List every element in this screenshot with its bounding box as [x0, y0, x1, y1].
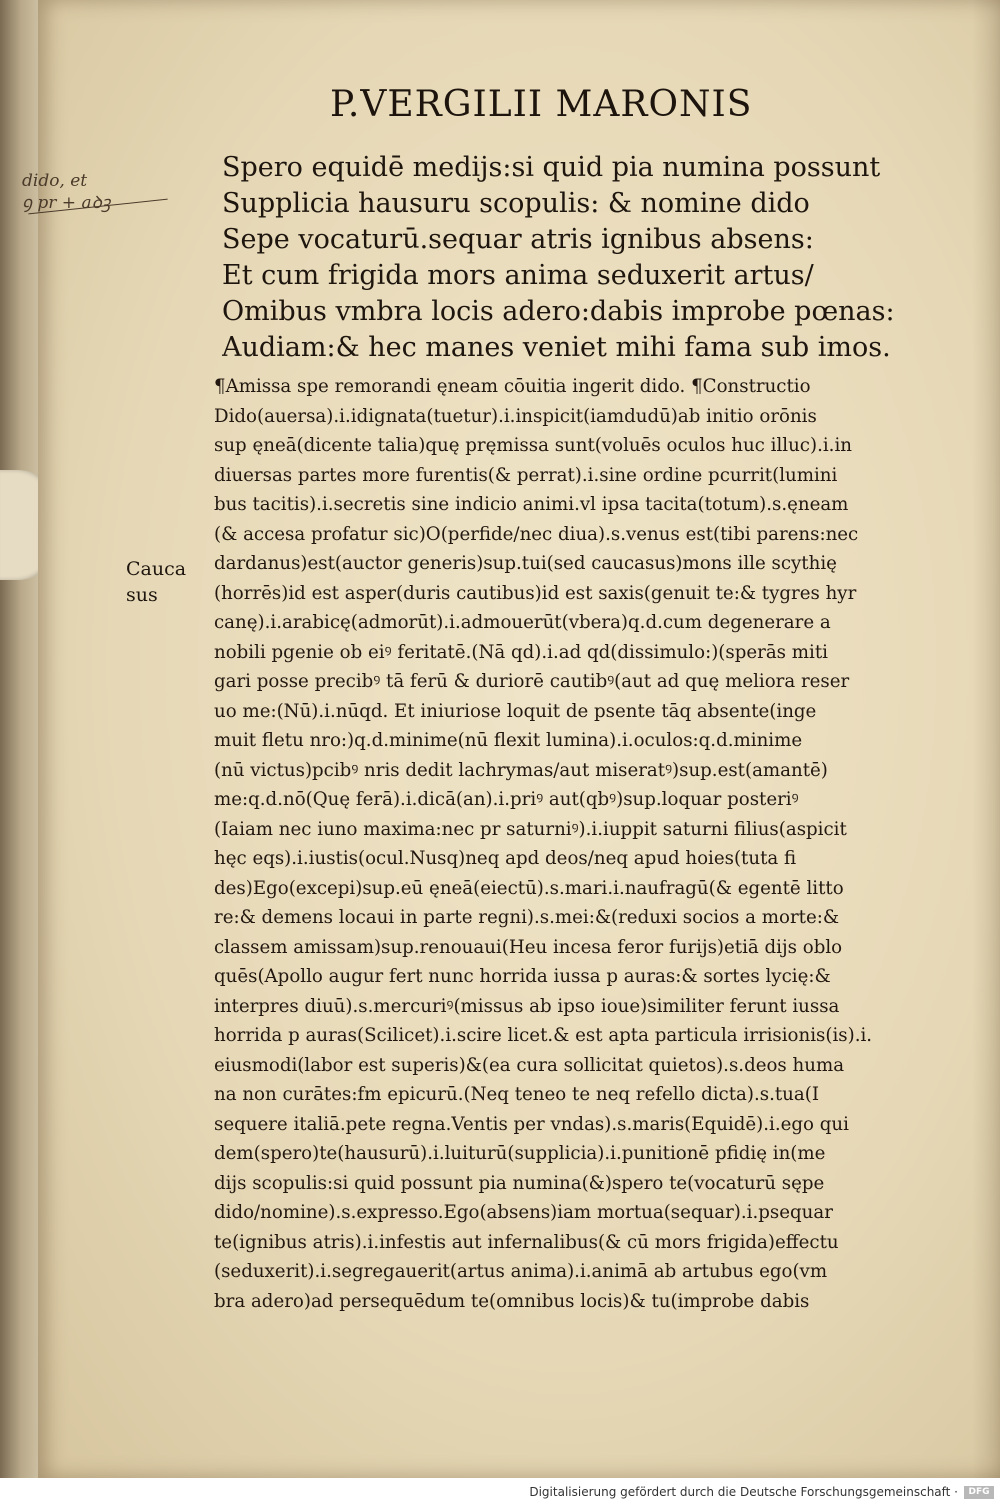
funding-credit: Digitalisierung gefördert durch die Deutsche Forschungsgemeinschaft ·	[529, 1485, 958, 1499]
verse-line: Et cum frigida mors anima seduxerit artus/	[222, 260, 814, 291]
commentary-line: re:& demens locaui in parte regni).s.mei:&(reduxi socios a morte:&	[214, 907, 840, 928]
commentary-line: des)Ego(excepi)sup.eū ęneā(eiectū).s.mari.i.naufragū(& egentē litto	[214, 877, 844, 899]
commentary-block	[214, 372, 950, 1316]
commentary-line: bra adero)ad persequēdum te(omnibus locis)& tu(improbe dabis	[214, 1290, 810, 1312]
commentary-line: diuersas partes more furentis(& perrat).i.sine ordine pcurrit(lumini	[214, 464, 838, 486]
marginal-line: sus	[126, 584, 158, 606]
commentary-line: (Iaiam nec iuno maxima:nec pr saturniꝰ).i.iuppit saturni filius(aspicit	[214, 818, 847, 840]
commentary-line: dem(spero)te(hausurū).i.luiturū(supplicia).i.punitionē pfidię in(me	[214, 1143, 826, 1164]
commentary-line: nobili pgenie ob eiꝰ feritatē.(Nā qd).i.ad qd(dissimulo:)(sperās miti	[214, 641, 828, 663]
commentary-line: horrida p auras(Scilicet).i.scire licet.& est apta particula irrisionis(is).i.	[214, 1025, 873, 1046]
commentary-line: hęc eqs).i.iustis(ocul.Nusq)neq apd deos/neq apud hoies(tuta fi	[214, 848, 797, 869]
commentary-line: uo me:(Nū).i.nūqd. Et iniuriose loquit de psente tāq absente(inge	[214, 700, 817, 722]
commentary-line: (horrēs)id est asper(duris cautibus)id est saxis(genuit te:& tygres hyr	[214, 582, 857, 604]
running-title: P.VERGILII MARONIS	[330, 84, 753, 125]
handwritten-line: ꝯ pr + aꝺꝫ	[22, 193, 111, 213]
verse-block	[222, 150, 942, 366]
verse-line: Omibus vmbra locis adero:dabis improbe pœnas:	[222, 296, 895, 327]
commentary-line: te(ignibus atris).i.infestis aut infernalibus(& cū mors frigida)effectu	[214, 1231, 839, 1253]
marginal-line: Cauca	[126, 558, 187, 580]
handwritten-marginal-note	[22, 170, 212, 214]
commentary-line: muit fletu nro:)q.d.minime(nū flexit lumina).i.oculos:q.d.minime	[214, 730, 803, 751]
printed-marginal-note	[126, 556, 216, 608]
commentary-line: me:q.d.nō(Quę ferā).i.dicā(an).i.priꝰ aut(qbꝰ)sup.loquar posteriꝰ	[214, 789, 799, 810]
commentary-line: (& accesa profatur sic)O(perfide/nec diua).s.venus est(tibi parens:nec	[214, 523, 859, 545]
commentary-line: dido/nomine).s.expresso.Ego(absens)iam mortua(sequar).i.psequar	[214, 1202, 833, 1223]
commentary-line: dijs scopulis:si quid possunt pia numina(&)spero te(vocaturū sępe	[214, 1172, 825, 1194]
commentary-line: sequere italiā.pete regna.Ventis per vndas).s.maris(Equidē).i.ego qui	[214, 1113, 849, 1135]
commentary-line: Dido(auersa).i.idignata(tuetur).i.inspicit(iamdudū)ab initio orōnis	[214, 405, 817, 427]
verse-line: Sepe vocaturū.sequar atris ignibus absens:	[222, 224, 814, 255]
commentary-line: eiusmodi(labor est superis)&(ea cura sollicitat quietos).s.deos huma	[214, 1054, 845, 1076]
commentary-line: dardanus)est(auctor generis)sup.tui(sed caucasus)mons ille scythię	[214, 553, 837, 574]
commentary-line: interpres diuū).s.mercuriꝰ(missus ab ipso ioue)similiter ferunt iussa	[214, 995, 840, 1017]
verse-line: Audiam:& hec manes veniet mihi fama sub imos.	[222, 332, 891, 363]
page-edge-shadow	[972, 0, 1000, 1478]
commentary-line: ¶Amissa spe remorandi ęneam cōuitia ingerit dido. ¶Constructio	[214, 376, 811, 397]
commentary-line: canę).i.arabicę(admorūt).i.admouerūt(vbera)q.d.cum degenerare a	[214, 612, 831, 633]
commentary-line: (nū victus)pcibꝰ nris dedit lachrymas/aut miseratꝰ)sup.est(amantē)	[214, 759, 828, 781]
handwritten-line: dido, et	[22, 171, 88, 191]
commentary-line: bus tacitis).i.secretis sine indicio animi.vl ipsa tacita(totum).s.ęneam	[214, 494, 849, 515]
verse-line: Spero equidē medijs:si quid pia numina possunt	[222, 152, 881, 183]
commentary-line: gari posse precibꝰ tā ferū & duriorē cautibꝰ(aut ad quę meliora reser	[214, 671, 850, 692]
verse-line: Supplicia hausuru scopulis: & nomine dido	[222, 188, 810, 219]
commentary-line: classem amissam)sup.renouaui(Heu incesa feror furijs)etiā dijs oblo	[214, 936, 843, 958]
footer-bar	[0, 1478, 1000, 1507]
commentary-line: quēs(Apollo augur fert nunc horrida iussa p auras:& sortes lycię:&	[214, 966, 831, 987]
commentary-line: na non curātes:fm epicurū.(Neq teneo te neq refello dicta).s.tua(I	[214, 1084, 820, 1105]
commentary-line: (seduxerit).i.segregauerit(artus anima).i.animā ab artubus ego(vm	[214, 1261, 828, 1282]
dfg-logo: DFG	[964, 1486, 994, 1499]
commentary-line: sup ęneā(dicente talia)quę pręmissa sunt(voluēs oculos huc illuc).i.in	[214, 435, 852, 456]
